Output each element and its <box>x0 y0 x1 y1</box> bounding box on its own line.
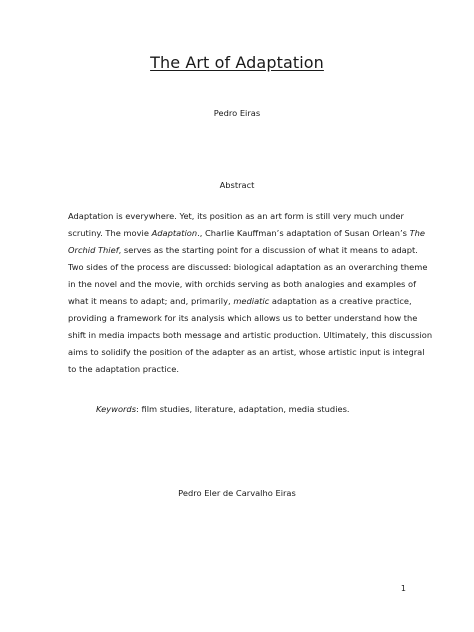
abstract-text: Two sides of the process are discussed: biological adaptation as an overarching theme <box>68 262 428 272</box>
abstract-line <box>68 242 420 259</box>
abstract-text: Adaptation is everywhere. Yet, its position as an art form is still very much under <box>68 211 404 221</box>
author-name: Pedro Eiras <box>213 108 261 118</box>
abstract-text: scrutiny. The movie <box>68 228 152 238</box>
abstract-text: shift in media impacts both message and artistic production. Ultimately, this discussion <box>68 330 433 340</box>
abstract-text: providing a framework for its analysis which allows us to better understand how the <box>68 313 418 323</box>
abstract-line <box>68 293 420 310</box>
keywords-text: : film studies, literature, adaptation, media studies. <box>136 404 350 414</box>
abstract-text: aims to solidify the position of the adapter as an artist, whose artistic input is integral <box>68 347 425 357</box>
abstract-line <box>68 225 426 242</box>
document-title: The Art of Adaptation <box>150 53 324 72</box>
page-number: 1 <box>400 584 406 593</box>
abstract-body <box>68 208 433 378</box>
keywords-label: Keywords <box>96 404 137 414</box>
abstract-text: adaptation as a creative practice, <box>269 296 412 306</box>
abstract-line <box>68 310 420 327</box>
abstract-line <box>68 208 420 225</box>
abstract-italic-text: Adaptation <box>151 228 198 238</box>
abstract-text: what it means to adapt; and, primarily, <box>68 296 234 306</box>
abstract-text: ., Charlie Kauffman’s adaptation of Susan Orlean’s <box>197 228 410 238</box>
abstract-heading: Abstract <box>219 180 255 190</box>
abstract-text: in the novel and the movie, with orchids serving as both analogies and examples of <box>68 279 417 289</box>
abstract-italic-text: Orchid Thief <box>68 245 119 255</box>
abstract-italic-text: mediatic <box>233 296 270 306</box>
abstract-line <box>68 327 433 344</box>
abstract-line <box>68 259 428 276</box>
abstract-text: , serves as the starting point for a discussion of what it means to adapt. <box>118 245 418 255</box>
abstract-text: to the adaptation practice. <box>68 364 179 374</box>
keywords-line <box>96 404 350 414</box>
abstract-line <box>68 276 420 293</box>
abstract-line <box>68 344 425 361</box>
author-full-name: Pedro Eler de Carvalho Eiras <box>178 488 296 498</box>
abstract-italic-text: The <box>409 228 426 238</box>
abstract-line <box>68 361 420 378</box>
